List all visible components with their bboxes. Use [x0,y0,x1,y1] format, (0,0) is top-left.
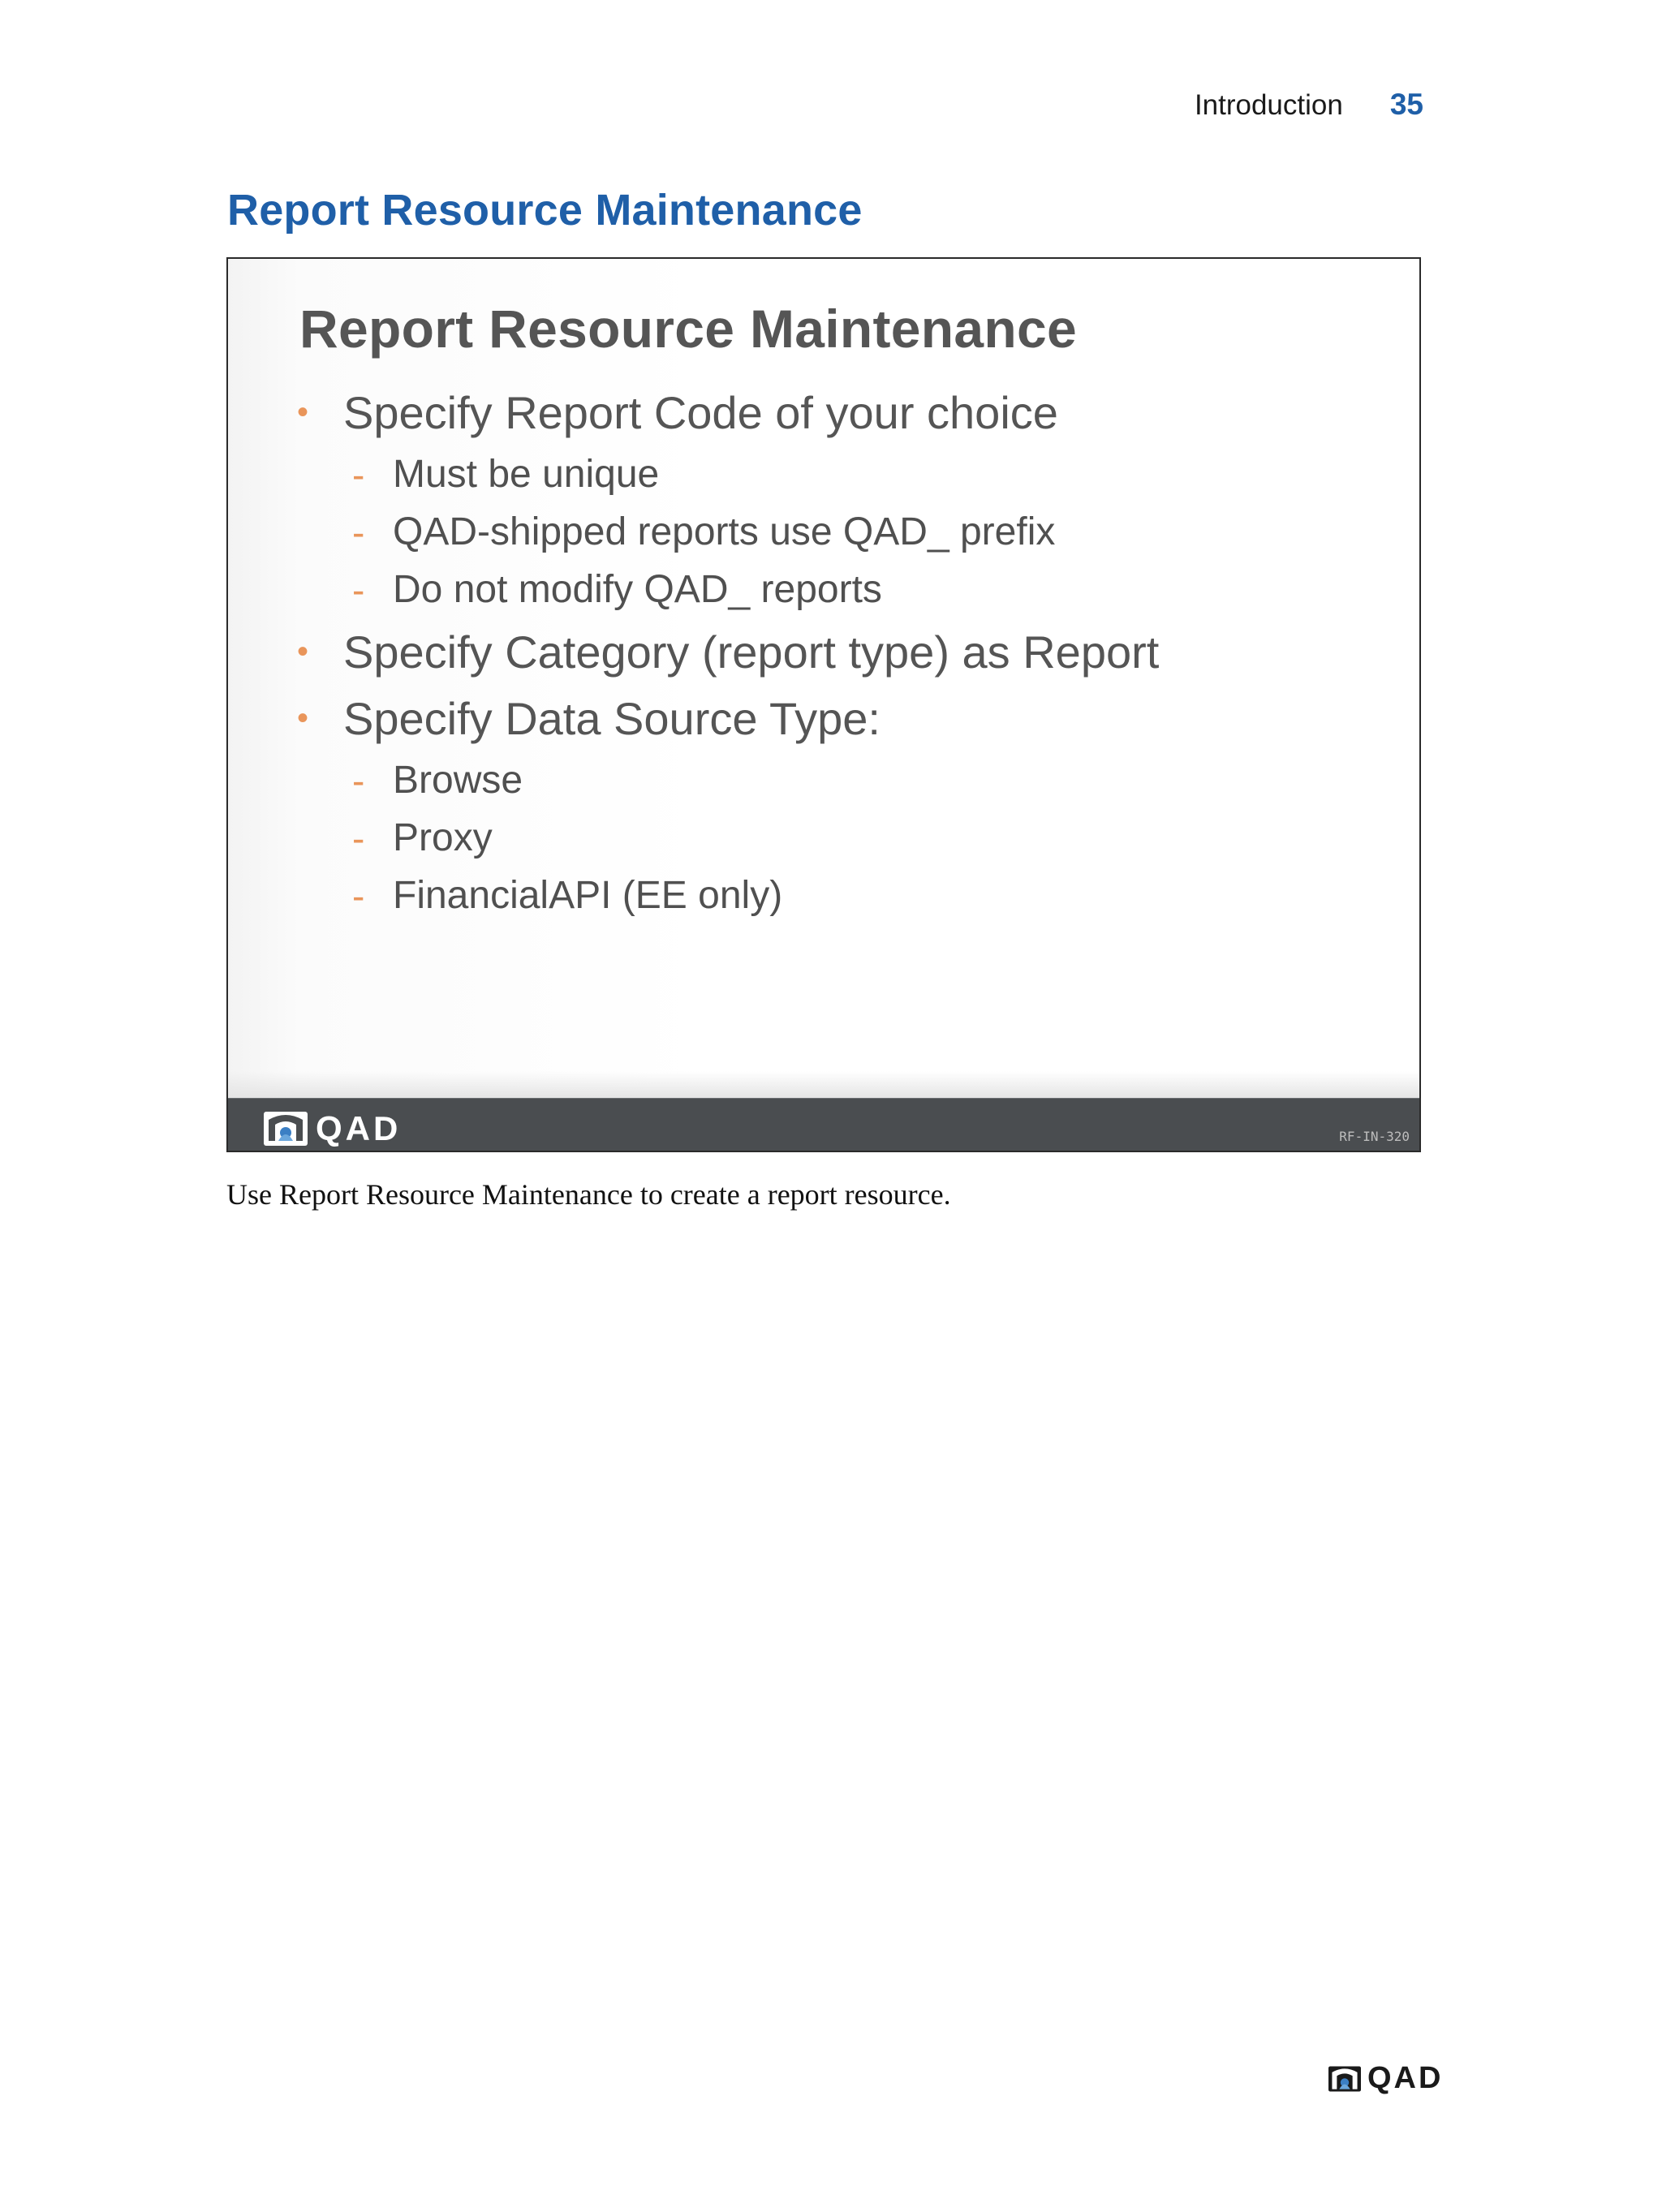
sub-bullet-text: QAD-shipped reports use QAD_ prefix [393,510,1056,553]
sub-bullet-text: FinancialAPI (EE only) [393,874,783,917]
qad-logo-icon [1328,2065,1361,2093]
sub-bullet [297,445,1159,503]
sub-bullet [297,503,1159,561]
slide-bullet [297,685,1159,924]
header-section-name: Introduction [1194,89,1343,121]
dash-icon: - [352,816,365,859]
section-title: Report Resource Maintenance [227,186,863,235]
footer-logo-text: QAD [316,1109,402,1147]
page-number: 35 [1389,88,1423,121]
sub-bullet [297,751,1159,809]
slide-title: Report Resource Maintenance [299,299,1078,359]
dash-icon: - [352,453,365,496]
bullet-dot-icon: • [297,394,309,430]
bullet-row [297,618,1159,685]
bullet-text: Specify Report Code of your choice [343,386,1058,438]
slide-footer-fade [228,1071,1419,1099]
sub-bullet [297,561,1159,618]
slide-bullet [297,379,1159,618]
bullet-text: Specify Data Source Type: [343,692,881,744]
dash-icon: - [352,759,365,802]
bullet-dot-icon: • [297,700,309,736]
slide-footer-bar [228,1098,1419,1151]
qad-logo-icon [264,1112,308,1146]
slide-bullet-list [297,379,1159,924]
page-header [1195,88,1423,122]
slide-bullet [297,618,1159,685]
dash-icon: - [352,874,365,917]
dash-icon: - [352,568,365,611]
sub-bullet-text: Browse [393,759,523,802]
slide-caption: Use Report Resource Maintenance to create a report resource. [226,1178,951,1211]
bullet-dot-icon: • [297,634,309,669]
sub-bullet-text: Must be unique [393,453,660,496]
page-logo [1328,2061,1443,2096]
page-logo-text: QAD [1367,2061,1444,2095]
footer-logo [264,1109,401,1148]
slide-image [226,257,1421,1152]
sub-bullet-list [297,445,1159,618]
bullet-row [297,685,1159,751]
sub-bullet-text: Do not modify QAD_ reports [393,568,882,611]
sub-bullet [297,809,1159,867]
sub-bullet-text: Proxy [393,816,493,859]
sub-bullet-list [297,751,1159,924]
slide-code: RF-IN-320 [1339,1129,1410,1144]
bullet-row [297,379,1159,445]
sub-bullet [297,867,1159,924]
bullet-text: Specify Category (report type) as Report [343,626,1160,678]
dash-icon: - [352,510,365,553]
